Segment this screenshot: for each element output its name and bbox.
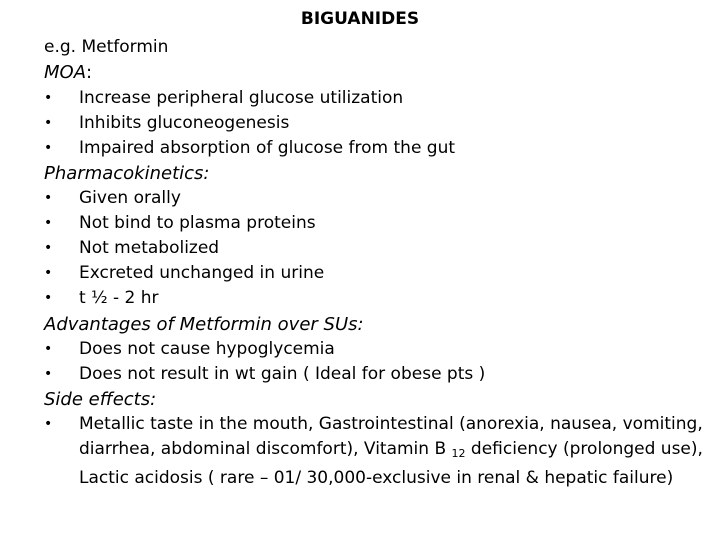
bullet-icon: •: [44, 190, 53, 206]
pk-item-text: Not bind to plasma proteins: [79, 213, 316, 233]
bullet-icon: •: [44, 341, 53, 357]
bullet-icon: •: [44, 90, 53, 106]
bullet-icon: •: [44, 265, 53, 281]
slide-title: BIGUANIDES: [300, 9, 420, 29]
vitamin-subscript: 12: [451, 447, 466, 460]
moa-heading: [44, 60, 92, 85]
bullet-icon: •: [44, 416, 53, 432]
pk-item-text: Excreted unchanged in urine: [79, 263, 325, 283]
advantages-heading: Advantages of Metformin over SUs:: [44, 314, 364, 335]
example-line: e.g. Metformin: [44, 37, 169, 57]
moa-item-text: Increase peripheral glucose utilization: [79, 88, 404, 108]
bullet-icon: •: [44, 115, 53, 131]
side-effects-heading: Side effects:: [44, 389, 157, 410]
side-effects-item: [44, 412, 704, 491]
pk-item-text: t ½ - 2 hr: [79, 288, 159, 308]
advantage-item-text: Does not cause hypoglycemia: [79, 339, 335, 359]
bullet-icon: •: [44, 366, 53, 382]
bullet-icon: •: [44, 290, 53, 306]
side-effects-text-part2: deficiency (prolonged use), Lactic acidosis ( rare – 01/ 30,000-exclusive in renal & hepatic failure): [79, 439, 703, 488]
bullet-icon: •: [44, 240, 53, 256]
bullet-icon: •: [44, 140, 53, 156]
pk-item-text: Given orally: [79, 188, 181, 208]
advantage-item-text: Does not result in wt gain ( Ideal for obese pts ): [79, 364, 486, 384]
moa-item-text: Inhibits gluconeogenesis: [79, 113, 290, 133]
pharmacokinetics-heading: Pharmacokinetics:: [44, 163, 210, 184]
moa-colon: :: [86, 62, 93, 83]
moa-item-text: Impaired absorption of glucose from the gut: [79, 138, 456, 158]
moa-heading-text: MOA: [44, 62, 87, 83]
pk-item-text: Not metabolized: [79, 238, 220, 258]
side-effects-text-part1: Metallic taste in the mouth, Gastrointestinal (anorexia, nausea, vomiting, diarrhea, abdominal discomfort), Vitamin B: [79, 414, 703, 459]
bullet-icon: •: [44, 215, 53, 231]
side-effects-text: [79, 412, 704, 491]
